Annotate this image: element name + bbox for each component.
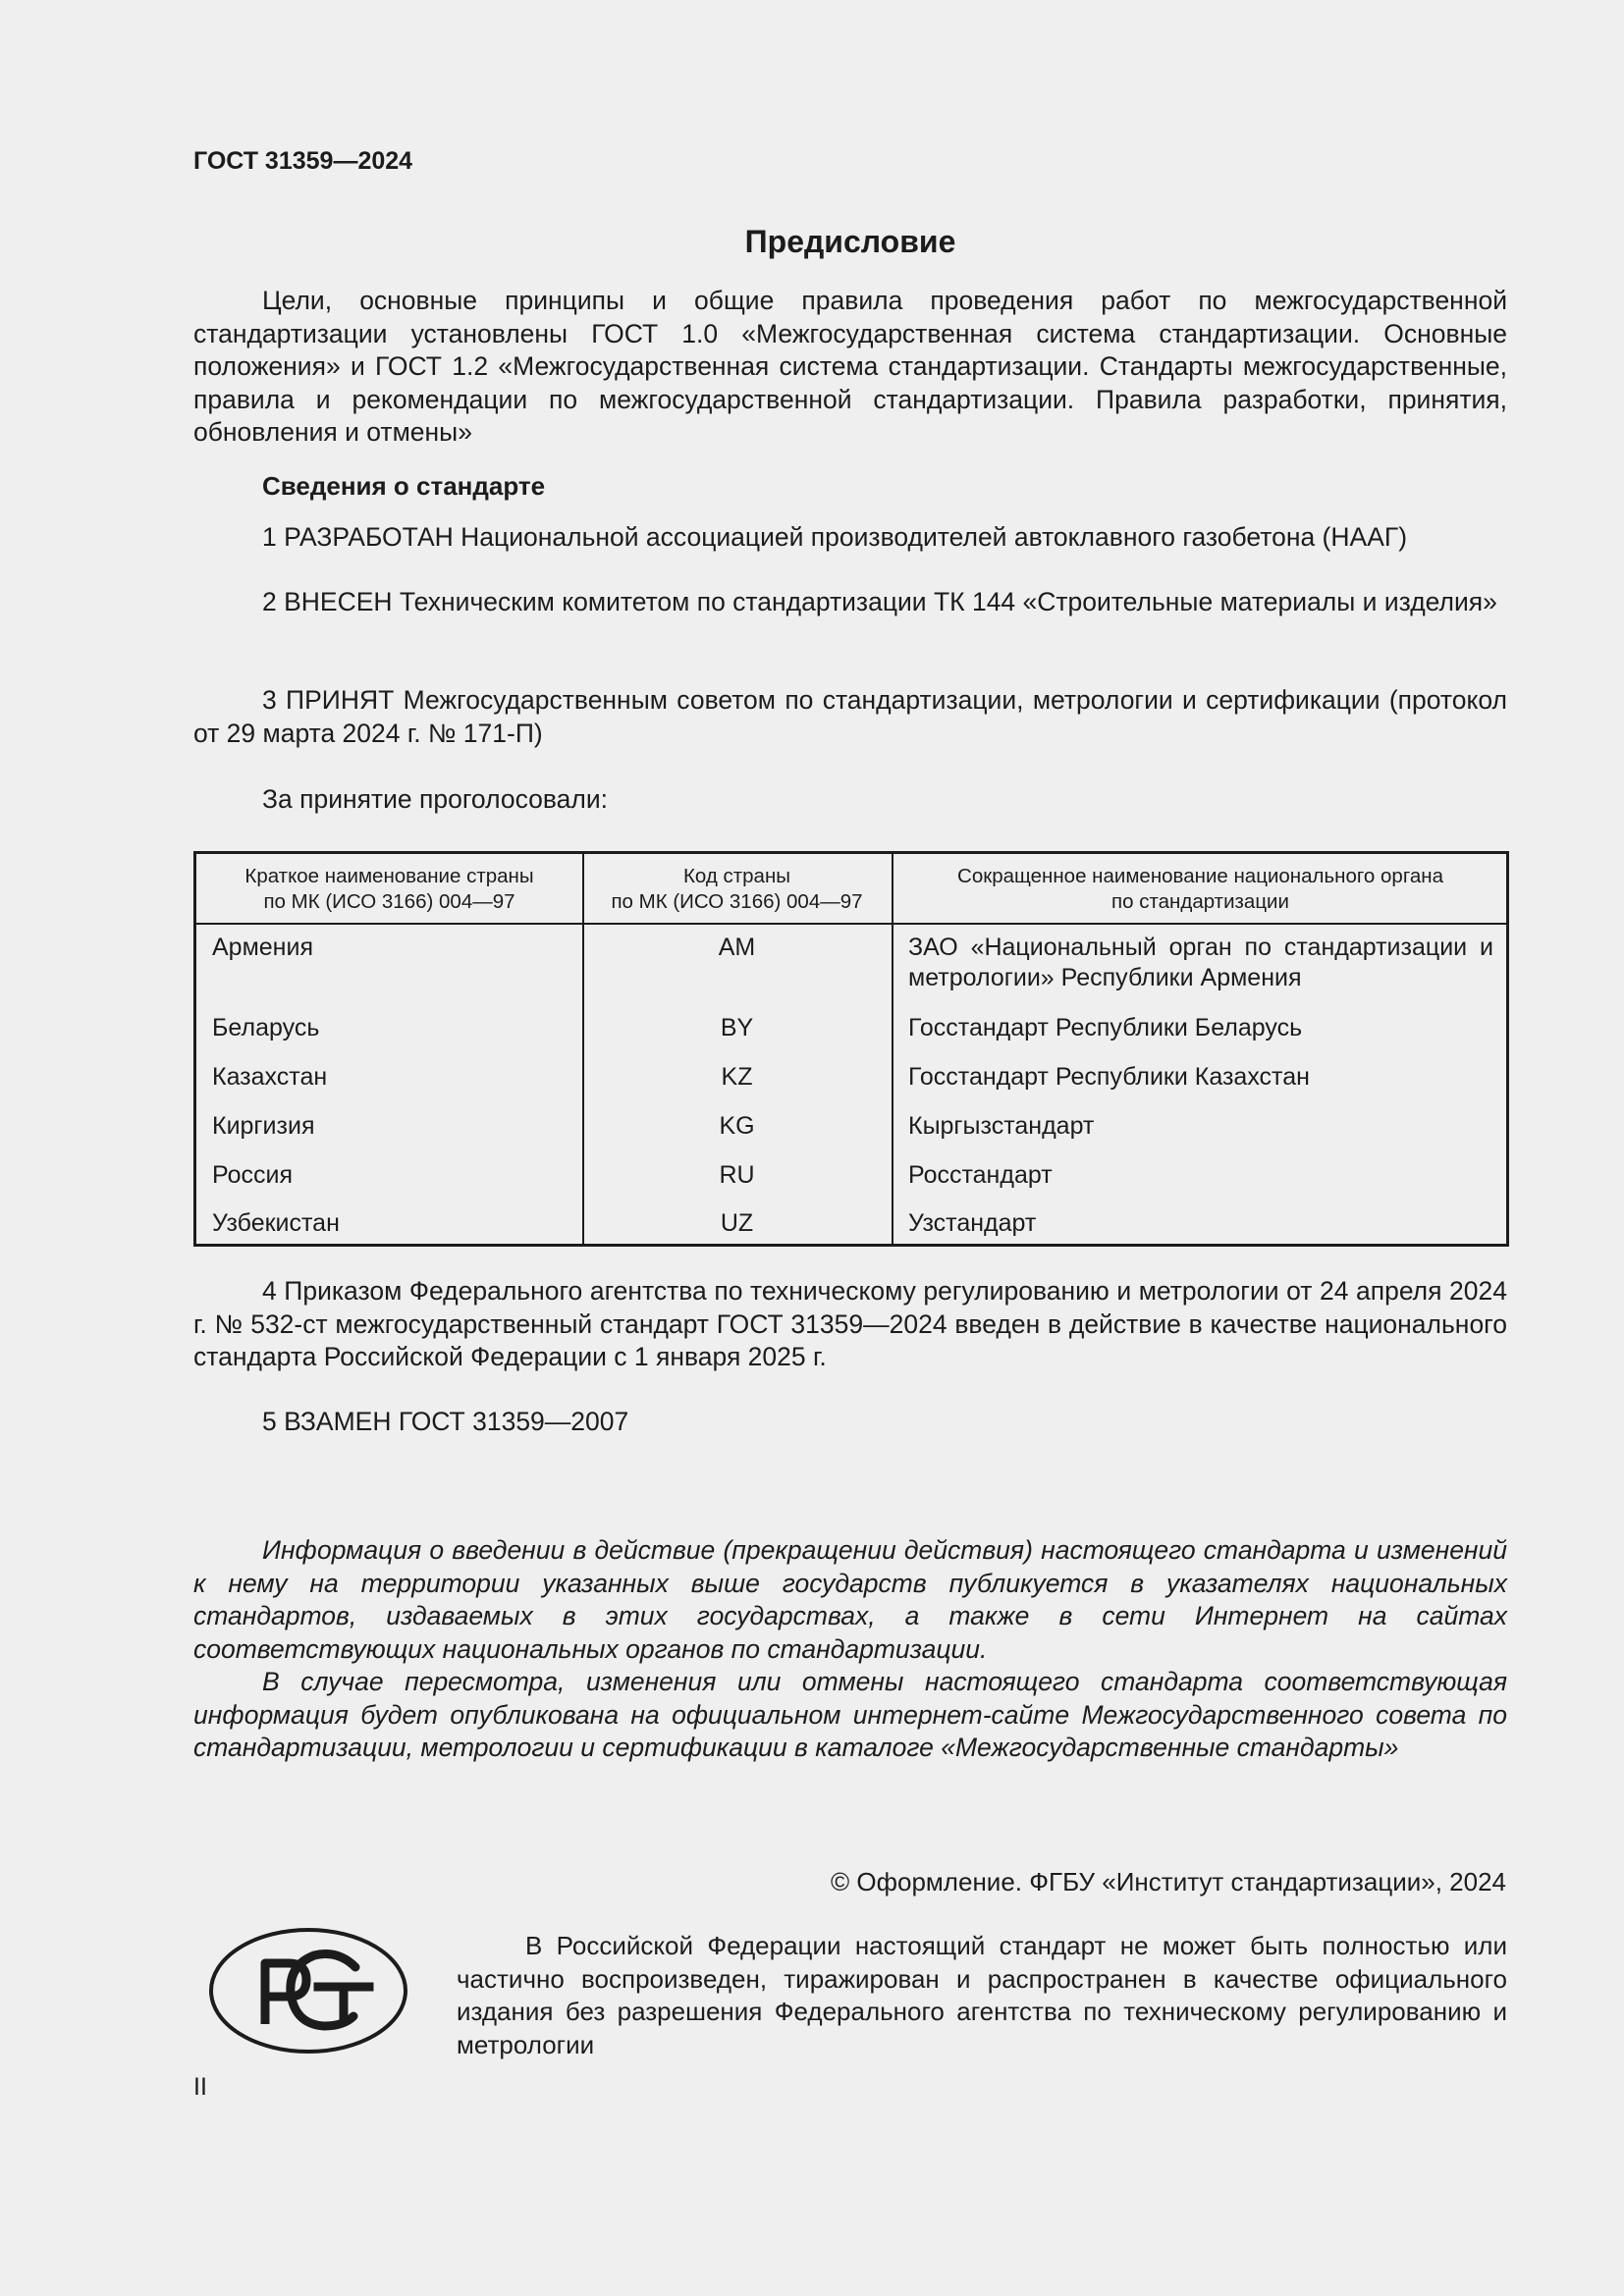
table-header-standards-body: Сокращенное наименование национального органа по стандартизации [957, 865, 1443, 913]
table-cell-country: Казахстан [212, 1063, 328, 1091]
reproduction-rights-notice: В Российской Федерации настоящий стандарт не может быть полностью или частично воспроизведен, тиражирован и распространен в качестве официального издания без разрешения Федерального агентства по техническому регулированию и метрологии [457, 1931, 1507, 2059]
table-cell-standards-body: Госстандарт Республики Казахстан [908, 1063, 1310, 1091]
table-cell-country: Беларусь [212, 1014, 320, 1041]
standard-info-heading: Сведения о стандарте [262, 471, 546, 501]
intro-paragraph: Цели, основные принципы и общие правила проведения работ по межгосударственной стандартизации установлены ГОСТ 1.0 «Межгосударственная система стандартизации. Основные положения» и ГОСТ 1.2 «Межгосударственная система стандартизации. Стандарты межгосударственные, правила и рекомендации по межгосударственной стандартизации. Правила разработки, принятия, обновления и отмены» [193, 286, 1507, 447]
table-header-country: Краткое наименование страны по МК (ИСО 3166) 004—97 [244, 865, 534, 913]
info-notice-paragraph-1: Информация о введении в действие (прекращении действия) настоящего стандарта и изменений к нему на территории указанных выше государств публикуется в указателях национальных стандартов, издаваемых в этих государствах, а также в сети Интернет на сайтах соответствующих национальных органов по стандартизации. [193, 1535, 1507, 1664]
table-cell-code: AM [718, 934, 756, 961]
voted-label: За принятие проголосовали: [262, 784, 609, 814]
table-cell-code: KZ [721, 1063, 753, 1091]
table-cell-country: Киргизия [212, 1112, 315, 1140]
item-1-developed: 1 РАЗРАБОТАН Национальной ассоциацией производителей автоклавного газобетона (НААГ) [262, 522, 1408, 552]
table-cell-code: UZ [720, 1209, 754, 1237]
table-cell-code: BY [720, 1014, 754, 1041]
table-cell-country: Армения [212, 934, 313, 961]
table-cell-standards-body: ЗАО «Национальный орган по стандартизации и метрологии» Республики Армения [908, 934, 1493, 991]
item-4-enacted: 4 Приказом Федерального агентства по техническому регулированию и метрологии от 24 апреля 2024 г. № 532-ст межгосударственный стандарт ГОСТ 31359—2024 введен в действие в качестве национального стандарта Российской Федерации с 1 января 2025 г. [193, 1276, 1507, 1371]
table-cell-standards-body: Узстандарт [908, 1209, 1037, 1237]
table-cell-country: Россия [212, 1161, 293, 1189]
table-cell-code: KG [719, 1112, 755, 1140]
rst-certification-mark-icon [208, 1926, 408, 2060]
table-cell-standards-body: Госстандарт Республики Беларусь [908, 1014, 1303, 1041]
item-3-adopted: 3 ПРИНЯТ Межгосударственным советом по стандартизации, метрологии и сертификации (протокол от 29 марта 2024 г. № 171-П) [193, 685, 1507, 748]
table-cell-standards-body: Кыргызстандарт [908, 1112, 1095, 1140]
page-title: Предисловие [744, 224, 956, 259]
table-cell-code: RU [719, 1161, 755, 1189]
table-cell-country: Узбекистан [212, 1209, 340, 1237]
copyright-line: © Оформление. ФГБУ «Институт стандартизации», 2024 [831, 1867, 1506, 1896]
page-number: II [193, 2073, 207, 2101]
voting-countries-table [193, 851, 1509, 1247]
table-header-code: Код страны по МК (ИСО 3166) 004—97 [611, 865, 863, 913]
table-cell-standards-body: Росстандарт [908, 1161, 1053, 1189]
table-header-divider [196, 923, 1506, 925]
item-5-replaces: 5 ВЗАМЕН ГОСТ 31359—2007 [262, 1407, 629, 1436]
info-notice-paragraph-2: В случае пересмотра, изменения или отмены настоящего стандарта соответствующая информация будет опубликована на официальном интернет-сайте Межгосударственного совета по стандартизации, метрологии и сертификации в каталоге «Межгосударственные стандарты» [193, 1667, 1507, 1762]
item-2-introduced: 2 ВНЕСЕН Техническим комитетом по стандартизации ТК 144 «Строительные материалы и изделия» [262, 587, 1497, 616]
standard-code-header: ГОСТ 31359—2024 [193, 147, 413, 175]
